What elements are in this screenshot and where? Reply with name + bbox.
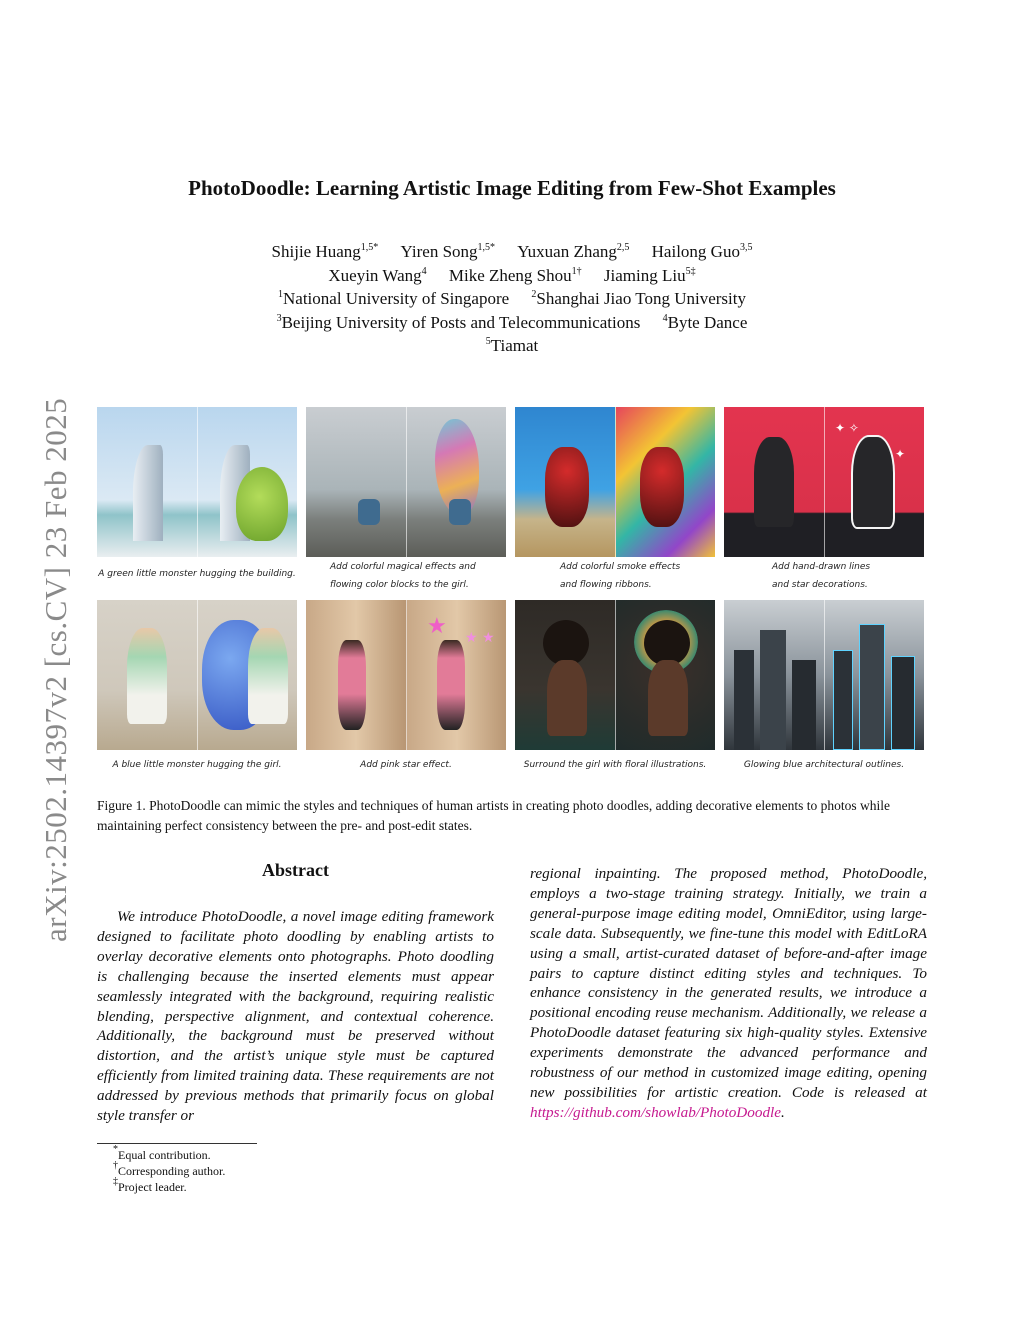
figure-caption-text: Figure 1. PhotoDoodle can mimic the styles and techniques of human artists in creating photo doodles, adding decorative elements to photos while maintaining perfect consistency between the pre- and post-edit states. [97, 798, 890, 833]
abstract-left-column: We introduce PhotoDoodle, a novel image editing framework designed to facilitate photo doodling by enabling artists to overlay decorative elements onto photographs. Photo doodling is challenging because the inserted elements must appear seamlessly integrated with the background, requiring realistic blending, perspective alignment, and contextual coherence. Additionally, the background must be preserved without distortion, and the artist’s unique style must be captured efficiently from limited training data. These requirements are not addressed by previous methods that primarily focus on global style transfer or [97, 908, 494, 1125]
figure-caption: Surround the girl with floral illustrations. [523, 760, 707, 770]
affiliation: $^1$National University of Singapore [278, 289, 510, 308]
figure-image-girl-magic [306, 407, 506, 557]
code-link[interactable]: https://github.com/showlab/PhotoDoodle [530, 1103, 782, 1121]
figure-image-architecture [724, 600, 924, 750]
figure-image-building-monster [97, 407, 297, 557]
figure-caption: A green little monster hugging the building. [98, 569, 296, 579]
abstract-right-text: regional inpainting. The proposed method, PhotoDoodle, employs a two-stage training strategy. Initially, we train a general-purpose image editing model, OmniEditor, using large-scale data. Subsequently, we fine-tune this model with EditLoRA using a small, artist-curated dataset of before-and-after image pairs to capture distinct editing styles and techniques. To enhance consistency in the generated results, we introduce a positional encoding reuse mechanism. Additionally, we release a PhotoDoodle dataset featuring six high-quality styles. Extensive experiments demonstrate the advanced performance and robustness of our method in customized image editing, opening new possibilities for artistic creation. Code is released at [530, 865, 927, 1101]
figure-image-motocross [515, 407, 715, 557]
figure-image-girl-blue-monster [97, 600, 297, 750]
author: Jiaming Liu$^{5\ddagger}$ [603, 265, 696, 285]
arxiv-identifier: arXiv:2502.14397v2 [cs.CV] 23 Feb 2025 [38, 397, 73, 942]
author-line-2 [0, 264, 1024, 288]
footnote-rule [97, 1143, 257, 1144]
affiliation-line-2 [0, 311, 1024, 335]
paper-title: PhotoDoodle: Learning Artistic Image Editing from Few-Shot Examples [188, 176, 836, 200]
author-line-1 [0, 240, 1024, 264]
abstract-heading: Abstract [262, 860, 329, 880]
figure-caption: Glowing blue architectural outlines. [743, 760, 905, 770]
author: Yiren Song$^{1,5*}$ [400, 242, 496, 261]
footnote: *Equal contribution. [113, 1144, 211, 1162]
figure-caption: Add pink star effect. [360, 760, 452, 770]
figure-caption: A blue little monster hugging the girl. [112, 760, 282, 770]
figure-image-floral [515, 600, 715, 750]
author: Yuxuan Zhang$^{2,5}$ [517, 242, 630, 261]
author-block [0, 240, 1024, 358]
figure-image-sofa-stars: ✦ ✧ ✦ [724, 407, 924, 557]
author: Shijie Huang$^{1,5*}$ [271, 242, 379, 261]
affiliation: $^4$Byte Dance [662, 312, 748, 332]
link-suffix: . [781, 1103, 785, 1121]
figure-caption: Add colorful magical effects and flowing color blocks to the girl. [330, 562, 476, 590]
figure-caption: Add hand-drawn lines and star decorations. [772, 562, 871, 590]
author: Xueyin Wang$^4$ [328, 265, 427, 285]
affiliation: $^5$Tiamat [485, 336, 539, 355]
abstract-right-column [530, 864, 927, 1123]
footnote: †Corresponding author. [113, 1160, 226, 1178]
affiliation: $^2$Shanghai Jiao Tong University [531, 289, 746, 308]
author: Hailong Guo$^{3,5}$ [651, 242, 753, 261]
affiliation: $^3$Beijing University of Posts and Telecommunications [276, 312, 641, 332]
figure-1 [97, 407, 927, 779]
affiliation-line-3 [0, 334, 1024, 358]
affiliation-line-1 [0, 287, 1024, 311]
figure-caption: Add colorful smoke effects and flowing ribbons. [560, 562, 681, 590]
author: Mike Zheng Shou$^{1\dagger}$ [448, 265, 582, 285]
footnote: ‡Project leader. [113, 1176, 187, 1194]
figure-image-pink-stars: ★ ★ ★ [306, 600, 506, 750]
